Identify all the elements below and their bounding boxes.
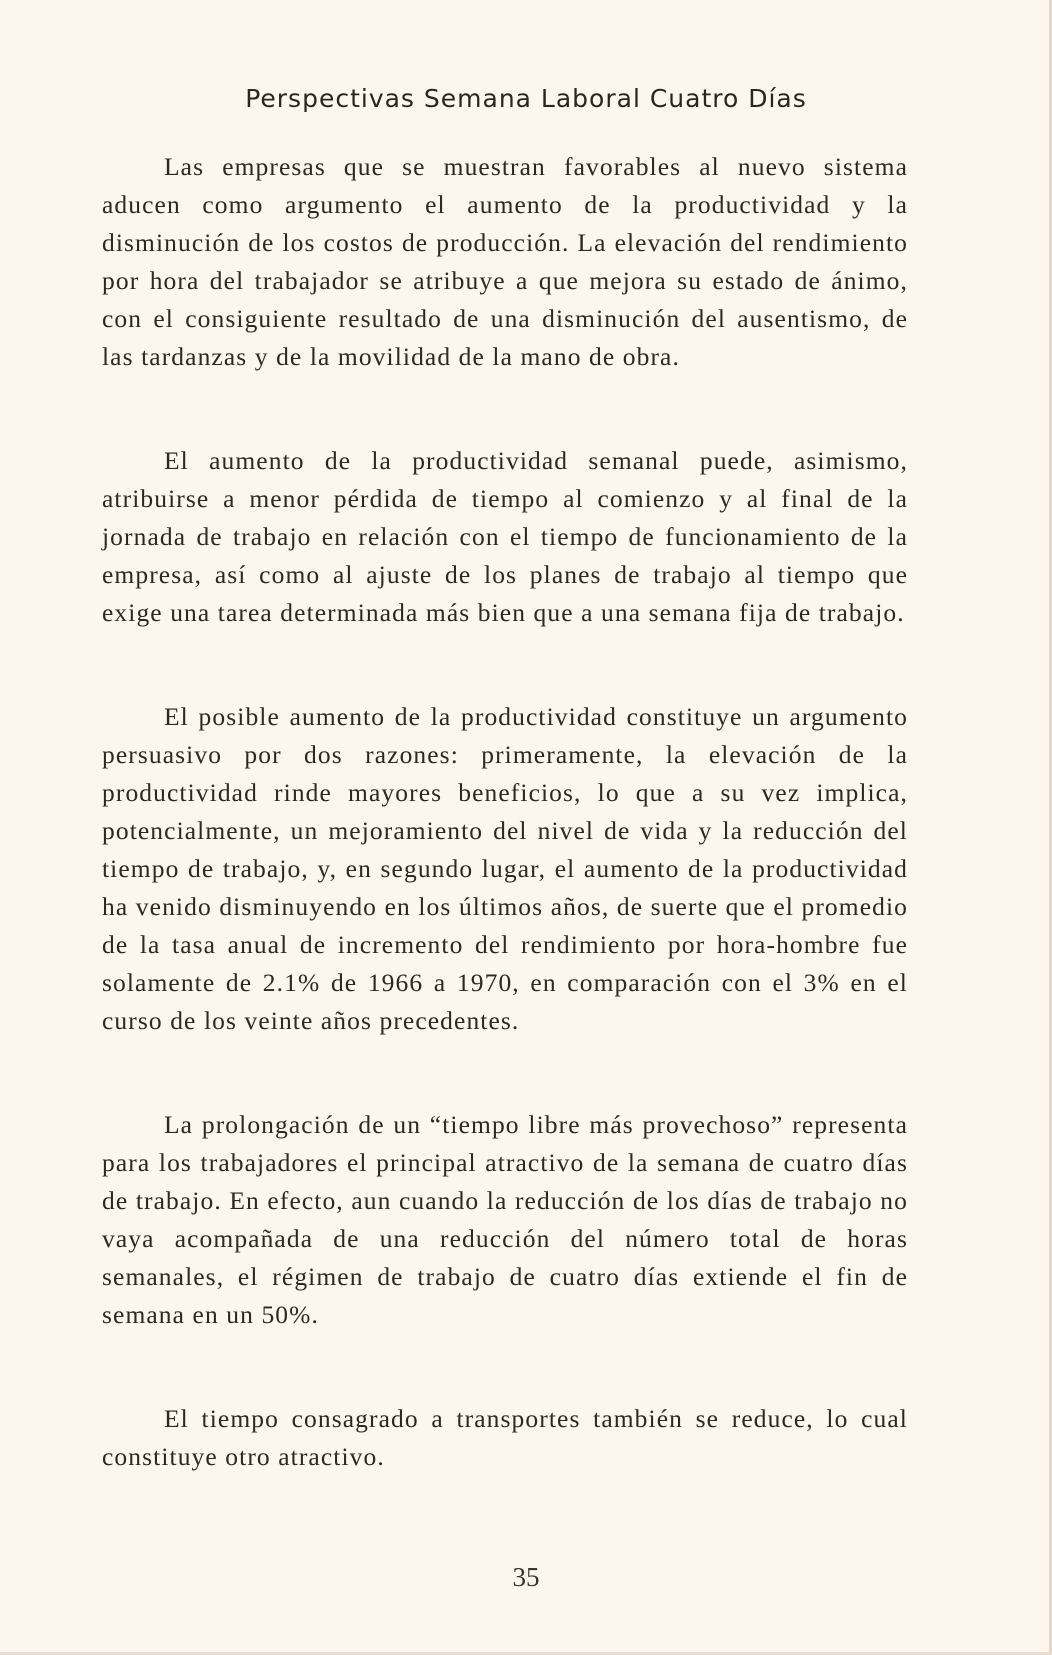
running-header: Perspectivas Semana Laboral Cuatro Días [245,84,807,113]
paragraph-2: El aumento de la productividad semanal puede, asimismo, atribuirse a menor pérdida de tiempo al comienzo y al final de la jornada de trabajo en relación con el tiempo de funcionamiento de la empresa, así como al ajuste de los planes de trabajo al tiempo que exige una tarea determinada más bien que a una semana fija de trabajo. [102,446,908,627]
page-number: 35 [512,1562,540,1592]
paragraph-5: El tiempo consagrado a transportes también se reduce, lo cual constituye otro atractivo. [102,1404,908,1471]
paragraph-4: La prolongación de un “tiempo libre más provechoso” representa para los trabajadores el principal atractivo de la semana de cuatro días de trabajo. En efecto, aun cuando la reducción de los días de trabajo no vaya acompañada de una reducción del número total de horas semanales, el régimen de trabajo de cuatro días extiende el fin de semana en un 50%. [102,1110,908,1329]
paragraph-1: Las empresas que se muestran favorables al nuevo sistema aducen como argumento el aumento de la productividad y la disminución de los costos de producción. La elevación del rendimiento por hora del trabajador se atribuye a que mejora su estado de ánimo, con el consiguiente resultado de una disminución del ausentismo, de las tardanzas y de la movilidad de la mano de obra. [102,152,908,371]
paragraph-3: El posible aumento de la productividad constituye un argumento persuasivo por dos razones: primeramente, la elevación de la productividad rinde mayores beneficios, lo que a su vez implica, potencialmente, un mejoramiento del nivel de vida y la reducción del tiempo de trabajo, y, en segundo lugar, el aumento de la productividad ha venido disminuyendo en los últimos años, de suerte que el promedio de la tasa anual de incremento del rendimiento por hora-hombre fue solamente de 2.1% de 1966 a 1970, en comparación con el 3% en el curso de los veinte años precedentes. [102,702,908,1035]
body-text [102,148,908,1476]
